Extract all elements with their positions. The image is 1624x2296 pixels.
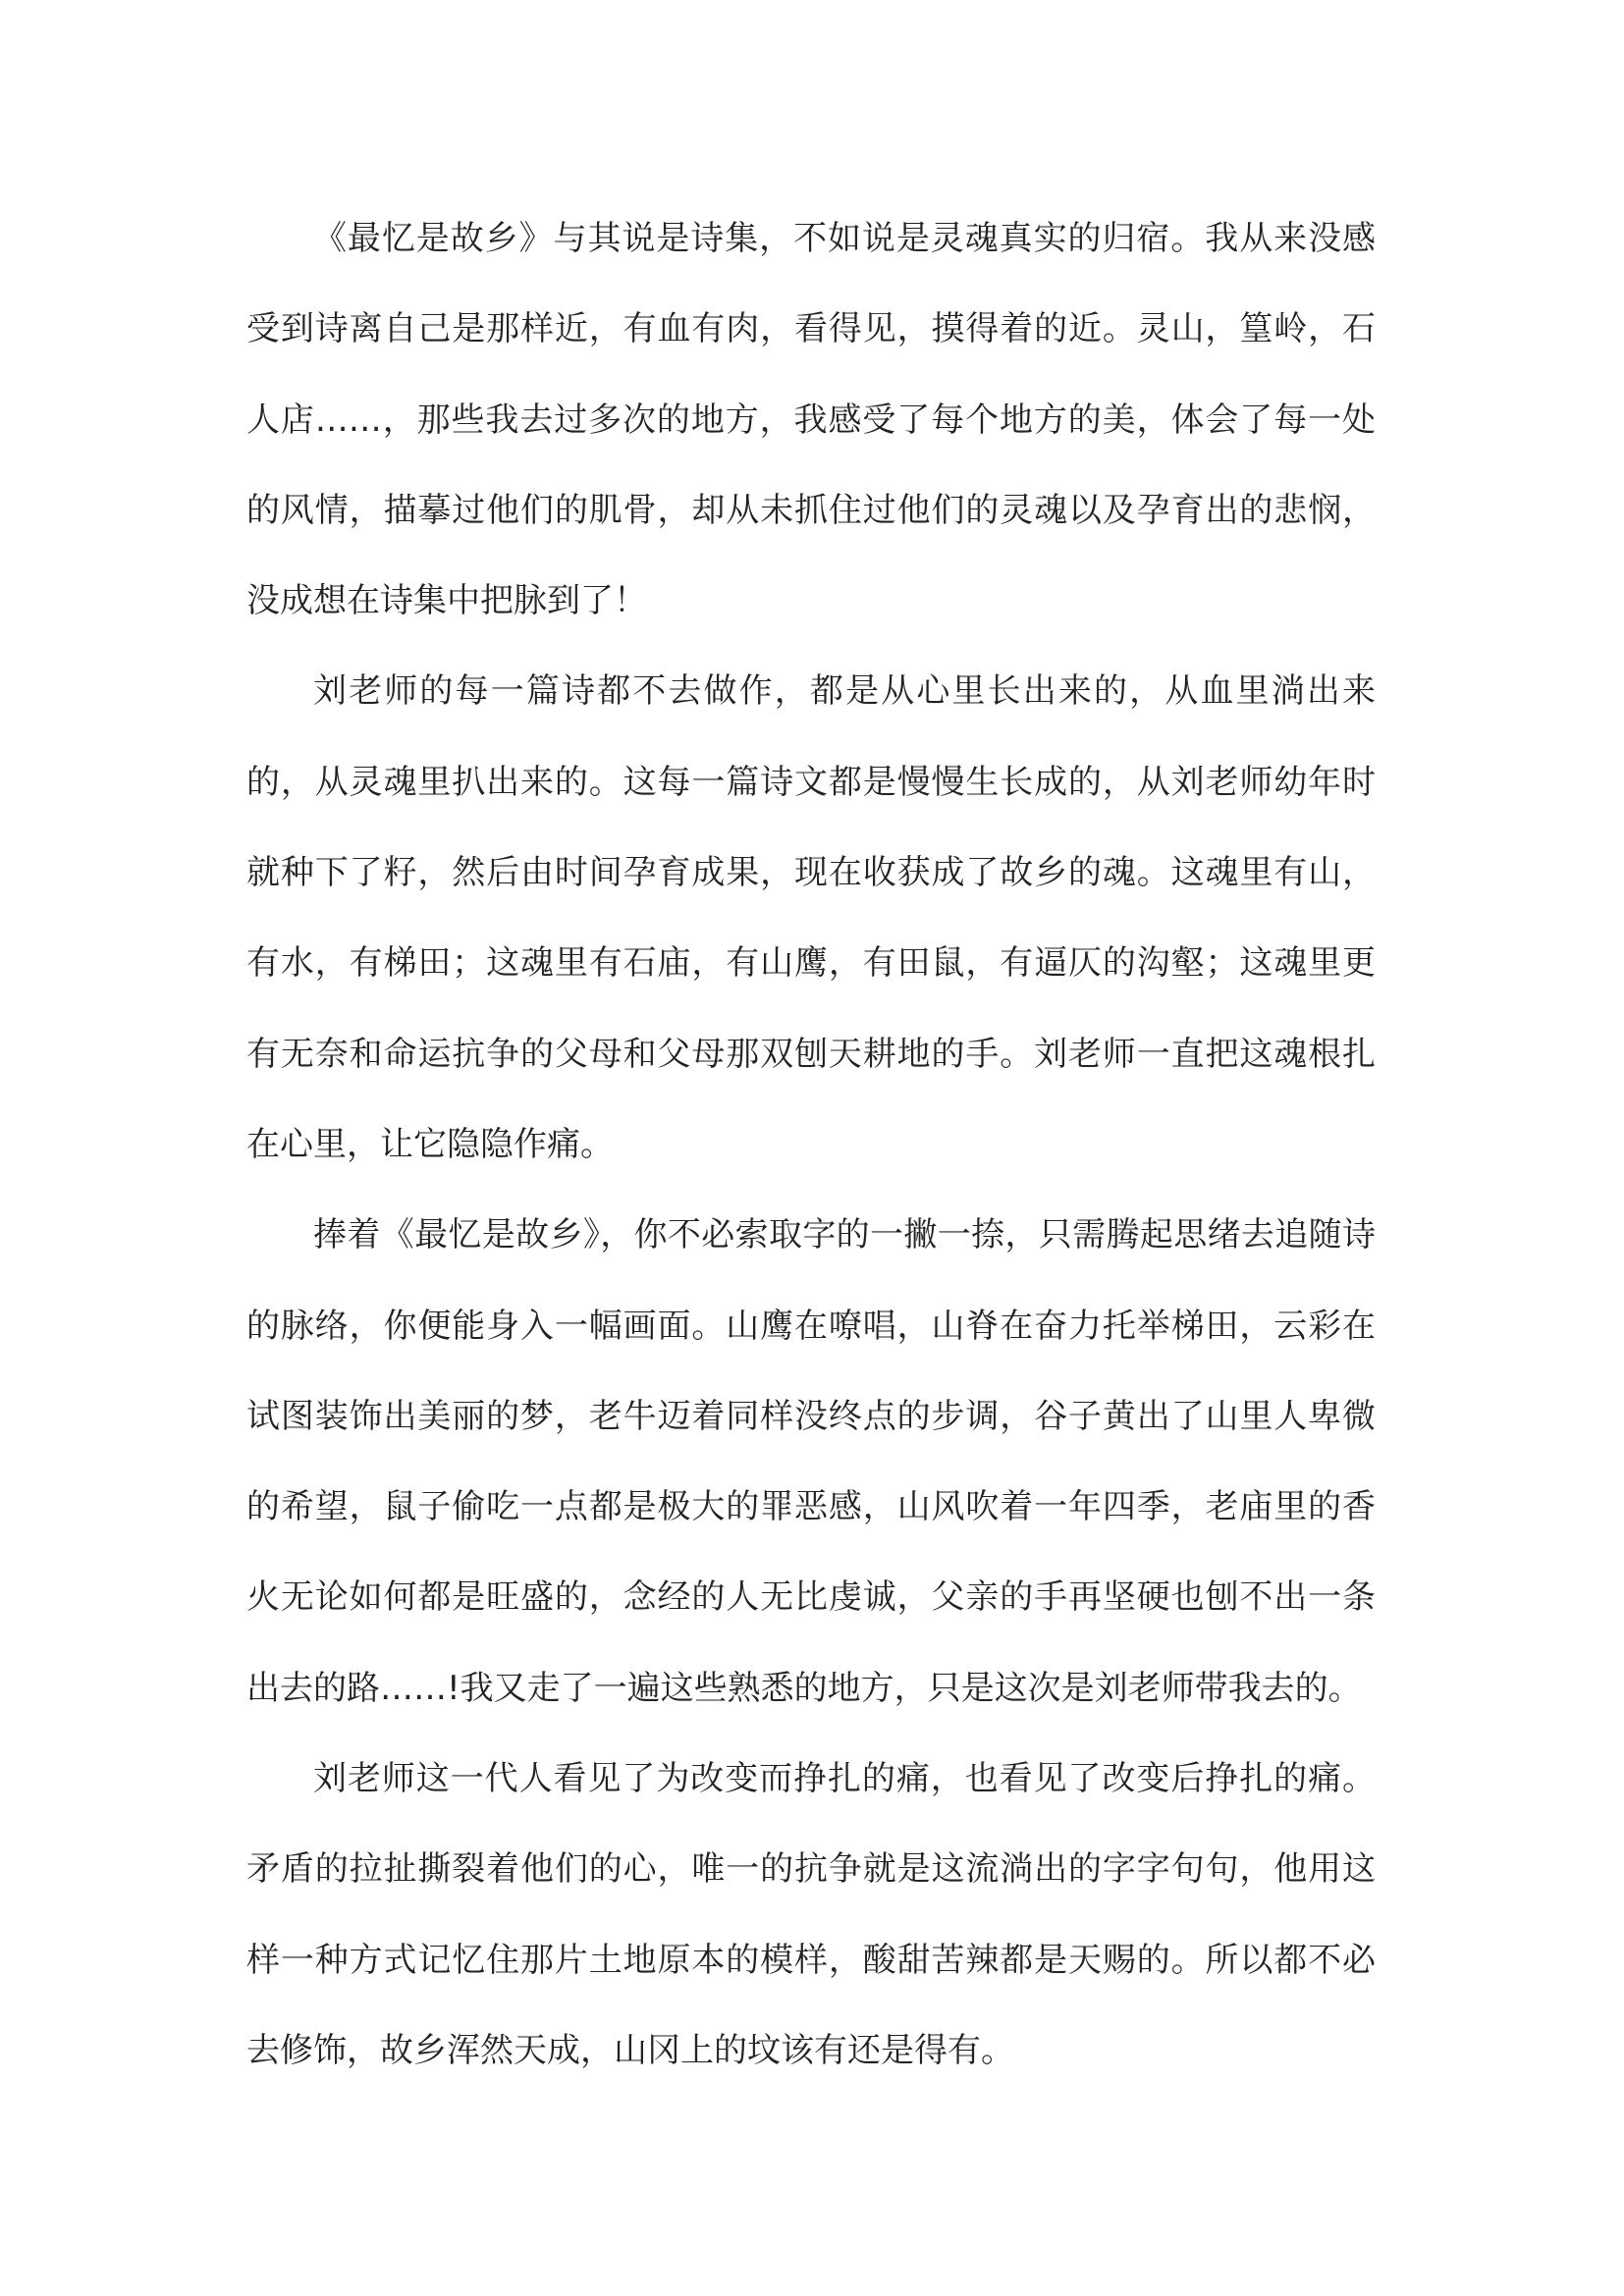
paragraph-2: 刘老师的每一篇诗都不去做作，都是从心里长出来的，从血里淌出来的，从灵魂里扒出来的。这每一篇诗文都是慢慢生长成的，从刘老师幼年时就种下了籽，然后由时间孕育成果，现在收获成了故乡的魂。这魂里有山，有水，有梯田；这魂里有石庙，有山鹰，有田鼠，有逼仄的沟壑；这魂里更有无奈和命运抗争的父母和父母那双刨天耕地的手。刘老师一直把这魂根扎在心里，让它隐隐作痛。 <box>246 671 1376 1164</box>
paragraph-4: 刘老师这一代人看见了为改变而挣扎的痛，也看见了改变后挣扎的痛。矛盾的拉扯撕裂着他们的心，唯一的抗争就是这流淌出的字字句句，他用这样一种方式记忆住那片土地原本的模样，酸甜苦辣都是天赐的。所以都不必去修饰，故乡浑然天成，山冈上的坟该有还是得有。 <box>246 1759 1376 2070</box>
document-body <box>246 193 1376 2096</box>
paragraph-3: 捧着《最忆是故乡》，你不必索取字的一撇一捺，只需腾起思绪去追随诗的脉络，你便能身入一幅画面。山鹰在嘹唱，山脊在奋力托举梯田，云彩在试图装饰出美丽的梦，老牛迈着同样没终点的步调，谷子黄出了山里人卑微的希望，鼠子偷吃一点都是极大的罪恶感，山风吹着一年四季，老庙里的香火无论如何都是旺盛的，念经的人无比虔诚，父亲的手再坚硬也刨不出一条出去的路……!我又走了一遍这些熟悉的地方，只是这次是刘老师带我去的。 <box>246 1215 1376 1708</box>
paragraph-1: 《最忆是故乡》与其说是诗集，不如说是灵魂真实的归宿。我从来没感受到诗离自己是那样近，有血有肉，看得见，摸得着的近。灵山，篁岭，石人店……，那些我去过多次的地方，我感受了每个地方的美，体会了每一处的风情，描摹过他们的肌骨，却从未抓住过他们的灵魂以及孕育出的悲悯，没成想在诗集中把脉到了！ <box>246 219 1376 621</box>
